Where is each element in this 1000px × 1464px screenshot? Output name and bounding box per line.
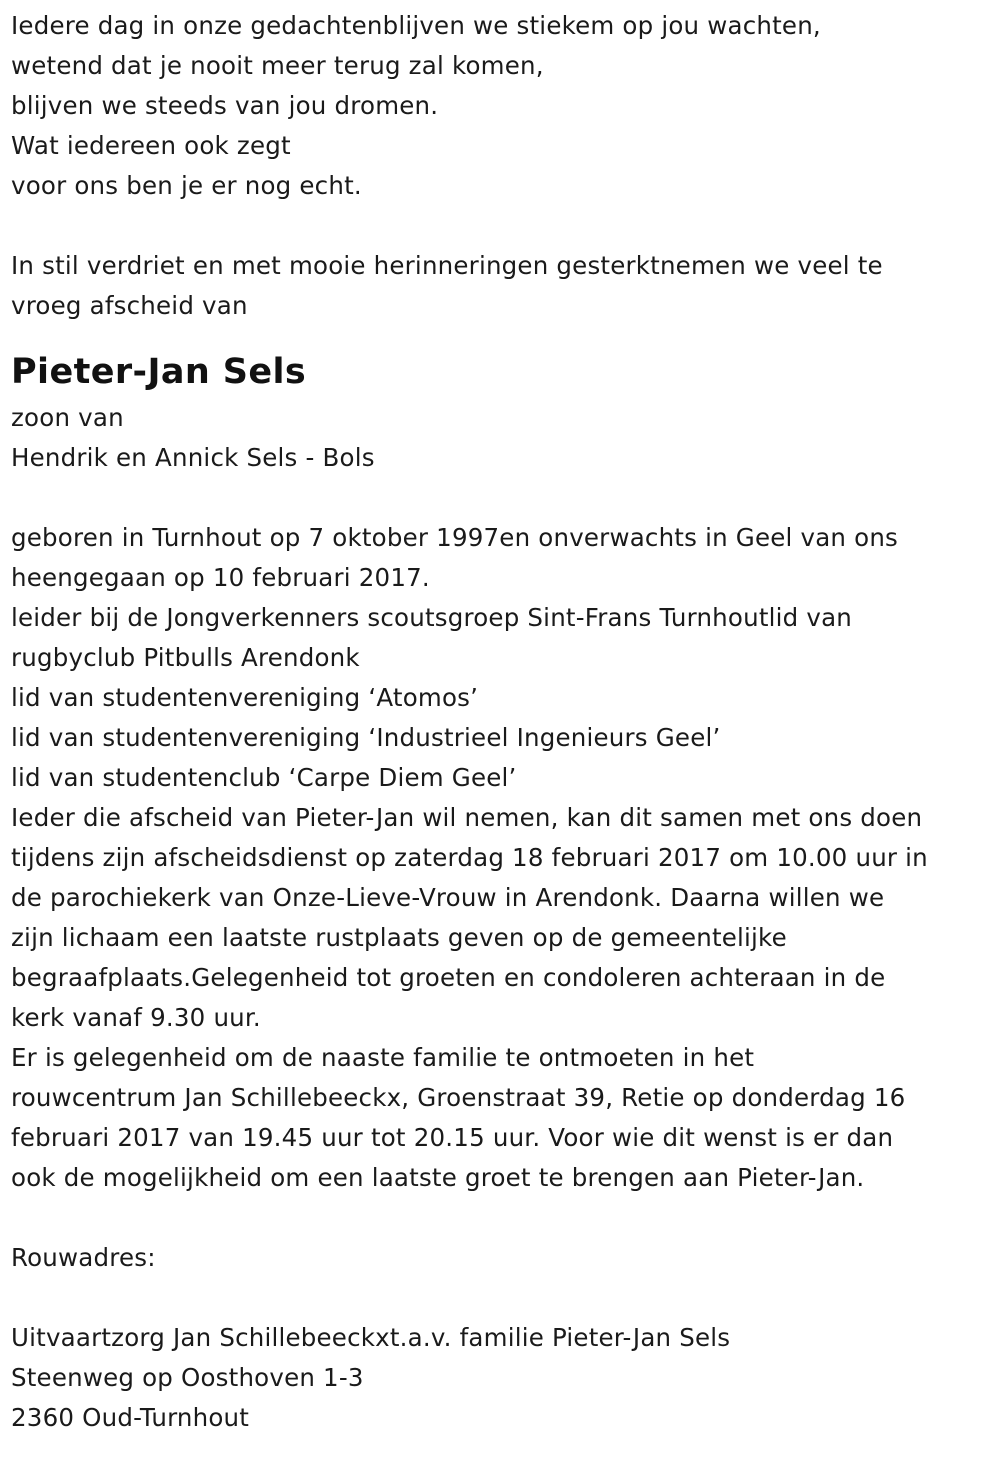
parents-block xyxy=(11,398,991,478)
intro-paragraph xyxy=(11,246,991,326)
details-line: lid van studentenvereniging ‘Industrieel Ingenieurs Geel’ xyxy=(11,723,721,752)
details-line: rugbyclub Pitbulls Arendonk xyxy=(11,643,360,672)
details-line: ook de mogelijkheid om een laatste groet te brengen aan Pieter-Jan. xyxy=(11,1163,865,1192)
poem-line: Iedere dag in onze gedachtenblijven we stiekem op jou wachten, xyxy=(11,11,821,40)
details-line: zijn lichaam een laatste rustplaats geven op de gemeentelijke xyxy=(11,923,787,952)
details-line: heengegaan op 10 februari 2017. xyxy=(11,563,430,592)
poem-line: blijven we steeds van jou dromen. xyxy=(11,91,439,120)
parents-line: zoon van xyxy=(11,403,124,432)
details-line: tijdens zijn afscheidsdienst op zaterdag 18 februari 2017 om 10.00 uur in xyxy=(11,843,928,872)
address-line: 2360 Oud-Turnhout xyxy=(11,1403,250,1432)
details-line: lid van studentenvereniging ‘Atomos’ xyxy=(11,683,479,712)
poem-line: Wat iedereen ook zegt xyxy=(11,131,291,160)
details-line: lid van studentenclub ‘Carpe Diem Geel’ xyxy=(11,763,517,792)
spacer xyxy=(11,206,991,246)
obituary-document xyxy=(11,0,991,1438)
address-line: Uitvaartzorg Jan Schillebeeckxt.a.v. familie Pieter-Jan Sels xyxy=(11,1323,731,1352)
poem-line: voor ons ben je er nog echt. xyxy=(11,171,362,200)
poem xyxy=(11,6,991,206)
details-line: geboren in Turnhout op 7 oktober 1997en onverwachts in Geel van ons xyxy=(11,523,899,552)
details-line: Ieder die afscheid van Pieter-Jan wil nemen, kan dit samen met ons doen xyxy=(11,803,923,832)
details-line: begraafplaats.Gelegenheid tot groeten en condoleren achteraan in de xyxy=(11,963,886,992)
address-line: Steenweg op Oosthoven 1-3 xyxy=(11,1363,364,1392)
spacer xyxy=(11,1198,991,1238)
spacer xyxy=(11,478,991,518)
spacer xyxy=(11,1278,991,1318)
poem-line: wetend dat je nooit meer terug zal komen, xyxy=(11,51,544,80)
address-label: Rouwadres: xyxy=(11,1243,156,1272)
details-paragraph xyxy=(11,518,991,1198)
deceased-name: Pieter-Jan Sels xyxy=(11,352,307,392)
details-line: leider bij de Jongverkenners scoutsgroep Sint-Frans Turnhoutlid van xyxy=(11,603,853,632)
address-block xyxy=(11,1318,991,1438)
details-line: kerk vanaf 9.30 uur. xyxy=(11,1003,261,1032)
details-line: Er is gelegenheid om de naaste familie te ontmoeten in het xyxy=(11,1043,755,1072)
parents-line: Hendrik en Annick Sels - Bols xyxy=(11,443,375,472)
intro-line: In stil verdriet en met mooie herinneringen gesterktnemen we veel te xyxy=(11,251,883,280)
intro-line: vroeg afscheid van xyxy=(11,291,248,320)
details-line: februari 2017 van 19.45 uur tot 20.15 uur. Voor wie dit wenst is er dan xyxy=(11,1123,894,1152)
details-line: de parochiekerk van Onze-Lieve-Vrouw in Arendonk. Daarna willen we xyxy=(11,883,885,912)
details-line: rouwcentrum Jan Schillebeeckx, Groenstraat 39, Retie op donderdag 16 xyxy=(11,1083,906,1112)
